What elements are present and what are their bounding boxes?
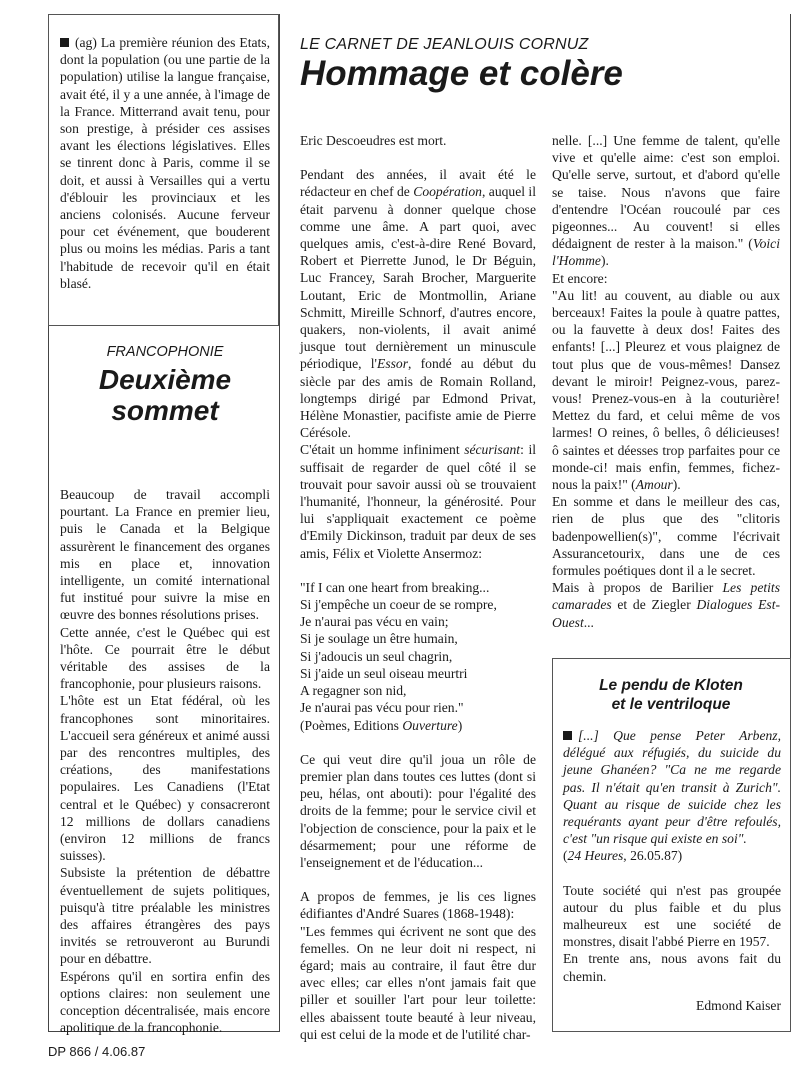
body-paragraph: Pendant des années, il avait été le rédacteur en chef de Coopération, auquel il était parvenu à donner quelque chose comme une âme. A part quoi, avec quelques amis, c'est-à-dire René Bovard, Robert et Pierrette Junod, le Dr Béguin, Luc Francey, Sarah Brocher, Marguerite Loutant, Eric de Montmollin, Ariane Schmitt, Mireille Schnorf, d'autres encore, quakers, non-violents, il avait animé jusque tout dernièrement un minuscule périodique, l'Essor, fondé au début du siècle par des amis de Romain Rolland, longtemps dirigé par Edmond Privat, Hélène Monastier, pacifiste amie de Pierre Cérésole. [300,167,536,441]
poem-line: Je n'aurai pas vécu pour rien." [300,700,464,716]
article-title: Hommage et colère [300,54,623,93]
left-body [60,486,270,1037]
left-paragraph: L'hôte est un Etat fédéral, où les francophones sont minoritaires. L'accueil sera généreux et animé aussi par des rencontres multiples, des créations, des manifestations populaires. Les Canadiens (l'Etat central et le Québec) y consacreront 12 millions de dollars canadiens (environ 12 millions de francs suisses). [60,693,270,864]
square-bullet-icon [60,38,69,47]
poem-line: Je n'aurai pas vécu en vain; [300,614,449,630]
kloten-title: Le pendu de Kloten et le ventriloque [599,677,743,713]
issue-footer: DP 866 / 4.06.87 [48,1044,146,1059]
francophonie-heading [60,344,270,426]
body-paragraph: A propos de femmes, je lis ces lignes édifiantes d'André Suares (1868-1948): [300,889,536,922]
poem-line: A regagner son nid, [300,683,407,699]
left-intro: (ag) La première réunion des Etats, dont la population (ou une partie de la population) utilise la langue française, avait été, il y a une année, à l'image de la France. Mitterrand avait tenu, pour son prestige, à présider ces assises avant les élections législatives. Elles se tinrent donc à Paris, comme il se doit, et aussi à Versailles qui a vertu d'éblouir les provinciaux et les anciens colonisés. Aucune ferveur pour cet événement, que bouderent plus ou moins les médias. Paris a tant l'habitude de recevoir qu'il en était blasé. [60,35,270,291]
body-paragraph: Toute société qui n'est pas groupée autour du plus faible et du plus malheureux est une société de monstres, disait l'abbé Pierre en 1957. [563,882,781,950]
middle-column [300,132,536,1043]
square-bullet-icon [563,731,572,740]
body-paragraph: "Les femmes qui écrivent ne sont que des femelles. On ne leur doit ni respect, ni égard; mais au contraire, il faut être dur avec elles; car elles n'ont jamais fait que piller et souiller l'art pour leur toilette: elles abaissent toute beauté à leur niveau, qui est celui de la mode et de l'utilité char- [300,923,536,1042]
body-paragraph: nelle. [...] Une femme de talent, qu'elle vive et qu'elle aime: c'est son emploi. Qu'elle serve, surtout, et d'abord qu'elle se taise. Nous n'avons que faire d'entendre l'Océan roucoulé par ces pigeonnes... Au couvent! si elles dédaignent de rester à la maison." (Voici l'Homme). [552,133,780,269]
poem-source: (Poèmes, Editions Ouverture) [300,717,463,733]
poem-line: Si j'aide un seul oiseau meurtri [300,665,468,681]
poem-line: "If I can one heart from breaking... [300,579,490,595]
kloten-heading [560,676,782,714]
left-paragraph: Subsiste la prétention de débattre éventuellement de sujets politiques, puisqu'à titre préalable les ministres des affaires étrangères des pays invités se retrouveront au Burundi pour en débattre. [60,865,270,967]
francophonie-title: Deuxième sommet [98,364,232,426]
body-paragraph: En trente ans, nous avons fait du chemin. [563,951,781,984]
article-header [300,36,780,94]
signature: Edmond Kaiser [696,997,781,1013]
column-divider [279,14,280,1032]
body-paragraph: Eric Descoeudres est mort. [300,133,447,148]
article-kicker: LE CARNET DE JEANLOUIS CORNUZ [300,36,589,53]
dickinson-poem [300,579,536,734]
body-paragraph: Et encore: [552,270,608,286]
francophonie-kicker: FRANCOPHONIE [106,344,224,360]
poem-line: Si je soulage un être humain, [300,631,458,647]
body-paragraph: Ce qui veut dire qu'il joua un rôle de premier plan dans toutes ces luttes (dont si peu, hélas, ont abouti): pour l'égalité des droits de la femme; pour le service civil et l'objection de conscience, pour la paix et le désarmement; pour une réforme de l'enseignement et de l'éducation... [300,751,536,870]
body-paragraph: "Au lit! au couvent, au diable ou aux berceaux! Faites la poule à quatre pattes, ou la fauvette à deux dos! Faites des enfants! [...] Pleurez et vous plaignez de tout plus que de vous-mêmes! Dansez devant le miroir! Peignez-vous, parez-vous! Prenez-vous-en à la couturière! Mettez du fard, et celui même de vos larmes! O reines, ô belles, ô délicieuses! ô saintes et déesses trop parfaites pour ce monde-ci! mais enfin, femmes, fichez-nous la paix!" (Amour). [552,287,780,493]
left-paragraph: Cette année, c'est le Québec qui est l'hôte. Ce pourrait être le début véritable des assises de la francophonie, pour plusieurs raisons. [60,624,270,692]
poem-line: Si j'empêche un coeur de se rompre, [300,597,497,613]
left-paragraph: Beaucoup de travail accompli pourtant. La France en premier lieu, puis le Canada et la Belgique assurèrent le financement des organes mis en place et, innovation intelligente, un comité international fut institué pour suivre la mise en œuvre des bonnes résolutions prises. [60,487,270,623]
right-column [552,132,780,631]
kloten-source: (24 Heures, 26.05.87) [563,848,683,864]
left-paragraph: Espérons qu'il en sortira enfin des options claires: non seulement une conception décentralisée, mais encore apolitique de la francophonie. [60,968,270,1036]
poem-line: Si j'adoucis un seul chagrin, [300,648,453,664]
kloten-body [563,727,781,1014]
body-paragraph: C'était un homme infiniment sécurisant: il suffisait de regarder de quel côté il se trouvait pour savoir aussi où se trouvaient l'humanité, l'honneur, la générosité. Pour lui s'appliquait exactement ce poème d'Emily Dickinson, traduit par deux de ses amis, Félix et Violette Ansermoz: [300,442,536,561]
body-paragraph: En somme et dans le meilleur des cas, rien de plus que des "clitoris badenpowellien(s)", comme l'écrivait Assurancetourix, dans une de ces formules poétiques dont il a le secret. [552,494,780,579]
kloten-quote: [...] Que pense Peter Arbenz, délégué aux réfugiés, du suicide du jeune Ghanéen? "Ca ne me regarde pas. Il n'était qu'en transit à Zurich". Quant au risque de suicide chez les requérants ayant peur d'être refoulés, c'est "un risque qui existe en soi". [563,728,781,847]
body-paragraph: Mais à propos de Barilier Les petits camarades et de Ziegler Dialogues Est-Ouest... [552,580,780,630]
